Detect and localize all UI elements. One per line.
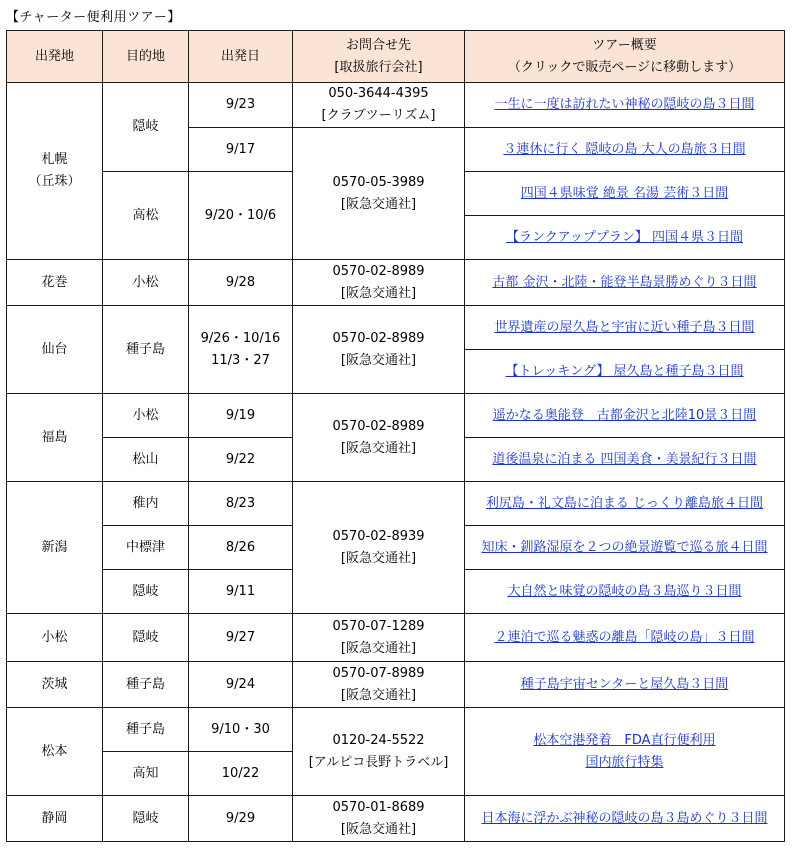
date-cell: 9/20・10/6 [189,172,293,260]
contact-cell: 0120-24-5522 [アルピコ長野トラベル] [293,708,465,796]
header-destination: 目的地 [103,31,189,83]
destination-cell: 隠岐 [103,570,189,614]
header-tour: ツアー概要 （クリックで販売ページに移動します） [465,31,785,83]
tour-link-cell [465,350,785,394]
departure-cell: 新潟 [7,482,103,614]
tour-table [6,30,785,842]
destination-cell: 中標津 [103,526,189,570]
table-row [7,83,785,128]
date-cell: 9/17 [189,128,293,172]
destination-cell: 種子島 [103,662,189,708]
tour-link-cell [465,570,785,614]
date-cell: 8/23 [189,482,293,526]
tour-link[interactable]: 【ランクアッププラン】 四国４県３日間 [506,229,743,245]
header-date: 出発日 [189,31,293,83]
destination-cell: 種子島 [103,306,189,394]
tour-link-cell [465,482,785,526]
date-cell: 9/29 [189,796,293,842]
header-departure: 出発地 [7,31,103,83]
date-cell: 9/19 [189,394,293,438]
tour-link[interactable]: 世界遺産の屋久島と宇宙に近い種子島３日間 [494,319,755,335]
tour-link-cell [465,260,785,306]
date-cell: 9/26・10/16 11/3・27 [189,306,293,394]
date-cell: 9/11 [189,570,293,614]
table-row [7,482,785,526]
date-cell: 9/28 [189,260,293,306]
departure-cell: 札幌 （丘珠） [7,83,103,260]
tour-link[interactable]: 大自然と味覚の隠岐の島３島巡り３日間 [507,583,742,599]
table-row [7,394,785,438]
contact-cell: 0570-02-8939 [阪急交通社] [293,482,465,614]
tour-link-cell [465,306,785,350]
departure-cell: 花巻 [7,260,103,306]
tour-link[interactable]: 利尻島・礼文島に泊まる じっくり離島旅４日間 [485,495,764,511]
table-row [7,662,785,708]
tour-link[interactable]: 四国４県味覚 絶景 名湯 芸術３日間 [520,185,729,201]
tour-link[interactable]: ３連休に行く 隠岐の島 大人の島旅３日間 [503,141,746,157]
departure-cell: 小松 [7,614,103,662]
table-row [7,614,785,662]
departure-cell: 福島 [7,394,103,482]
tour-link-cell [465,394,785,438]
tour-link[interactable]: 知床・釧路湿原を２つの絶景遊覧で巡る旅４日間 [481,539,768,555]
destination-cell: 隠岐 [103,796,189,842]
date-cell: 10/22 [189,752,293,796]
tour-link-cell [465,83,785,128]
date-cell: 9/23 [189,83,293,128]
page-title: 【チャーター便利用ツアー】 [6,10,181,25]
tour-link-cell [465,216,785,260]
departure-cell: 茨城 [7,662,103,708]
contact-cell: 0570-02-8989 [阪急交通社] [293,394,465,482]
departure-cell: 仙台 [7,306,103,394]
contact-cell: 0570-07-1289 [阪急交通社] [293,614,465,662]
destination-cell: 小松 [103,260,189,306]
destination-cell: 隠岐 [103,614,189,662]
table-row [7,306,785,350]
tour-link[interactable]: 道後温泉に泊まる 四国美食・美景紀行３日間 [492,451,757,467]
tour-link-cell [465,128,785,172]
tour-link-cell [465,796,785,842]
destination-cell: 小松 [103,394,189,438]
date-cell: 8/26 [189,526,293,570]
destination-cell: 種子島 [103,708,189,752]
contact-cell: 0570-01-8689 [阪急交通社] [293,796,465,842]
date-cell: 9/24 [189,662,293,708]
contact-cell: 050-3644-4395 [クラブツーリズム] [293,83,465,128]
tour-link[interactable]: 遥かなる奥能登 古都金沢と北陸10景３日間 [492,407,757,423]
table-row [7,708,785,752]
destination-cell: 松山 [103,438,189,482]
destination-cell: 隠岐 [103,83,189,172]
tour-link[interactable]: 一生に一度は訪れたい神秘の隠岐の島３日間 [494,97,755,112]
date-cell: 9/27 [189,614,293,662]
tour-link-cell [465,438,785,482]
table-row [7,796,785,842]
tour-link-cell [465,526,785,570]
destination-cell: 高松 [103,172,189,260]
date-cell: 9/22 [189,438,293,482]
tour-link[interactable]: 【トレッキング】 屋久島と種子島３日間 [505,363,744,379]
table-row [7,260,785,306]
destination-cell: 高知 [103,752,189,796]
tour-link-cell [465,172,785,216]
tour-link[interactable]: 松本空港発着 FDA直行便利用 国内旅行特集 [533,732,716,770]
tour-link[interactable]: 日本海に浮かぶ神秘の隠岐の島３島めぐり３日間 [481,810,768,826]
tour-link-cell [465,708,785,796]
header-row [7,31,785,83]
tour-link-cell [465,662,785,708]
tour-link[interactable]: ２連泊で巡る魅惑の離島「隠岐の島」３日間 [494,629,755,645]
contact-cell: 0570-02-8989 [阪急交通社] [293,306,465,394]
contact-cell: 0570-07-8989 [阪急交通社] [293,662,465,708]
destination-cell: 稚内 [103,482,189,526]
tour-link[interactable]: 古都 金沢・北陸・能登半島景勝めぐり３日間 [492,274,757,290]
departure-cell: 静岡 [7,796,103,842]
tour-link-cell [465,614,785,662]
contact-cell: 0570-02-8989 [阪急交通社] [293,260,465,306]
date-cell: 9/10・30 [189,708,293,752]
departure-cell: 松本 [7,708,103,796]
tour-link[interactable]: 種子島宇宙センターと屋久島３日間 [520,676,729,692]
contact-cell: 0570-05-3989 [阪急交通社] [293,128,465,260]
header-contact: お問合せ先 [取扱旅行会社] [293,31,465,83]
